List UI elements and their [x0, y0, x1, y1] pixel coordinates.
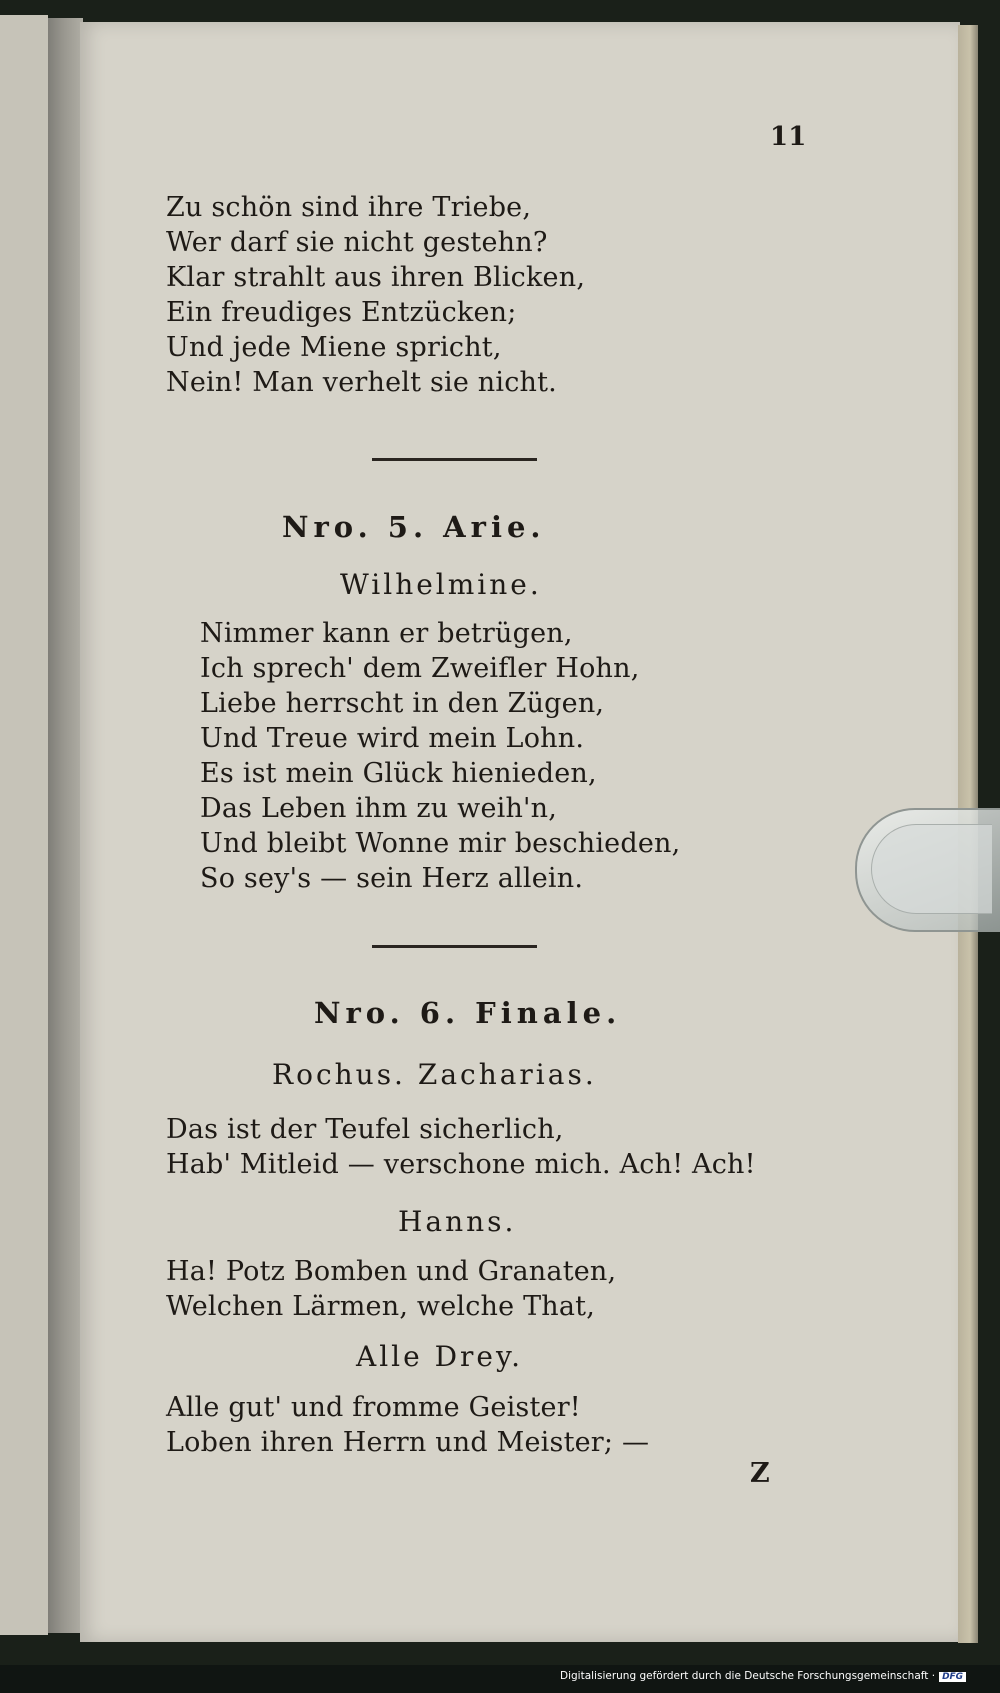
verse-line: Welchen Lärmen, welche That,	[166, 1291, 596, 1322]
finale-verse-2	[166, 1254, 616, 1324]
verse-line: Das ist der Teufel sicherlich,	[166, 1114, 564, 1145]
verse-line: Und bleibt Wonne mir beschieden,	[200, 828, 681, 859]
verse-line: Und jede Miene spricht,	[166, 332, 502, 363]
finale-verse-1	[166, 1112, 756, 1182]
verse-line: Ein freudiges Entzücken;	[166, 297, 517, 328]
book-gutter	[48, 18, 83, 1633]
verse-line: Ha! Potz Bomben und Granaten,	[166, 1256, 617, 1287]
verse-line: Und Treue wird mein Lohn.	[200, 723, 585, 754]
verse-line: Alle gut' und fromme Geister!	[166, 1392, 581, 1423]
section-heading-nro-6: Nro. 6. Finale.	[314, 996, 622, 1030]
verse-line: Ich sprech' dem Zweifler Hohn,	[200, 653, 640, 684]
page-number: 11	[770, 122, 807, 152]
verse-line: Es ist mein Glück hienieden,	[200, 758, 597, 789]
verse-line: Klar strahlt aus ihren Blicken,	[166, 262, 586, 293]
verse-line: So sey's — sein Herz allein.	[200, 863, 584, 894]
verse-line: Liebe herrscht in den Zügen,	[200, 688, 605, 719]
verse-line: Loben ihren Herrn und Meister; —	[166, 1427, 650, 1458]
speaker-name: Alle Drey.	[356, 1340, 524, 1373]
section-heading-nro-5: Nro. 5. Arie.	[282, 510, 546, 544]
verse-line: Hab' Mitleid — verschone mich. Ach! Ach!	[166, 1149, 756, 1180]
verse-line: Nimmer kann er betrügen,	[200, 618, 573, 649]
credit-text: Digitalisierung gefördert durch die Deutsche Forschungsgemeinschaft ·	[560, 1670, 936, 1682]
verse-line: Zu schön sind ihre Triebe,	[166, 192, 532, 223]
verse-line: Wer darf sie nicht gestehn?	[166, 227, 548, 258]
left-page-edge	[0, 15, 48, 1635]
section-divider	[372, 945, 537, 948]
verse-line: Das Leben ihm zu weih'n,	[200, 793, 558, 824]
digitization-credit	[560, 1670, 966, 1688]
page-clip-inner	[871, 824, 992, 914]
speaker-name: Rochus. Zacharias.	[272, 1058, 597, 1091]
verse-line: Nein! Man verhelt sie nicht.	[166, 367, 557, 398]
speaker-name: Wilhelmine.	[340, 568, 542, 601]
dfg-logo-icon: DFG	[939, 1672, 966, 1682]
finale-verse-3	[166, 1390, 649, 1460]
catchword: Z	[750, 1458, 770, 1489]
section-divider	[372, 458, 537, 461]
page-clip	[855, 808, 1000, 932]
stanza-1	[166, 190, 585, 400]
aria-verse	[200, 616, 680, 896]
speaker-name: Hanns.	[398, 1205, 517, 1238]
